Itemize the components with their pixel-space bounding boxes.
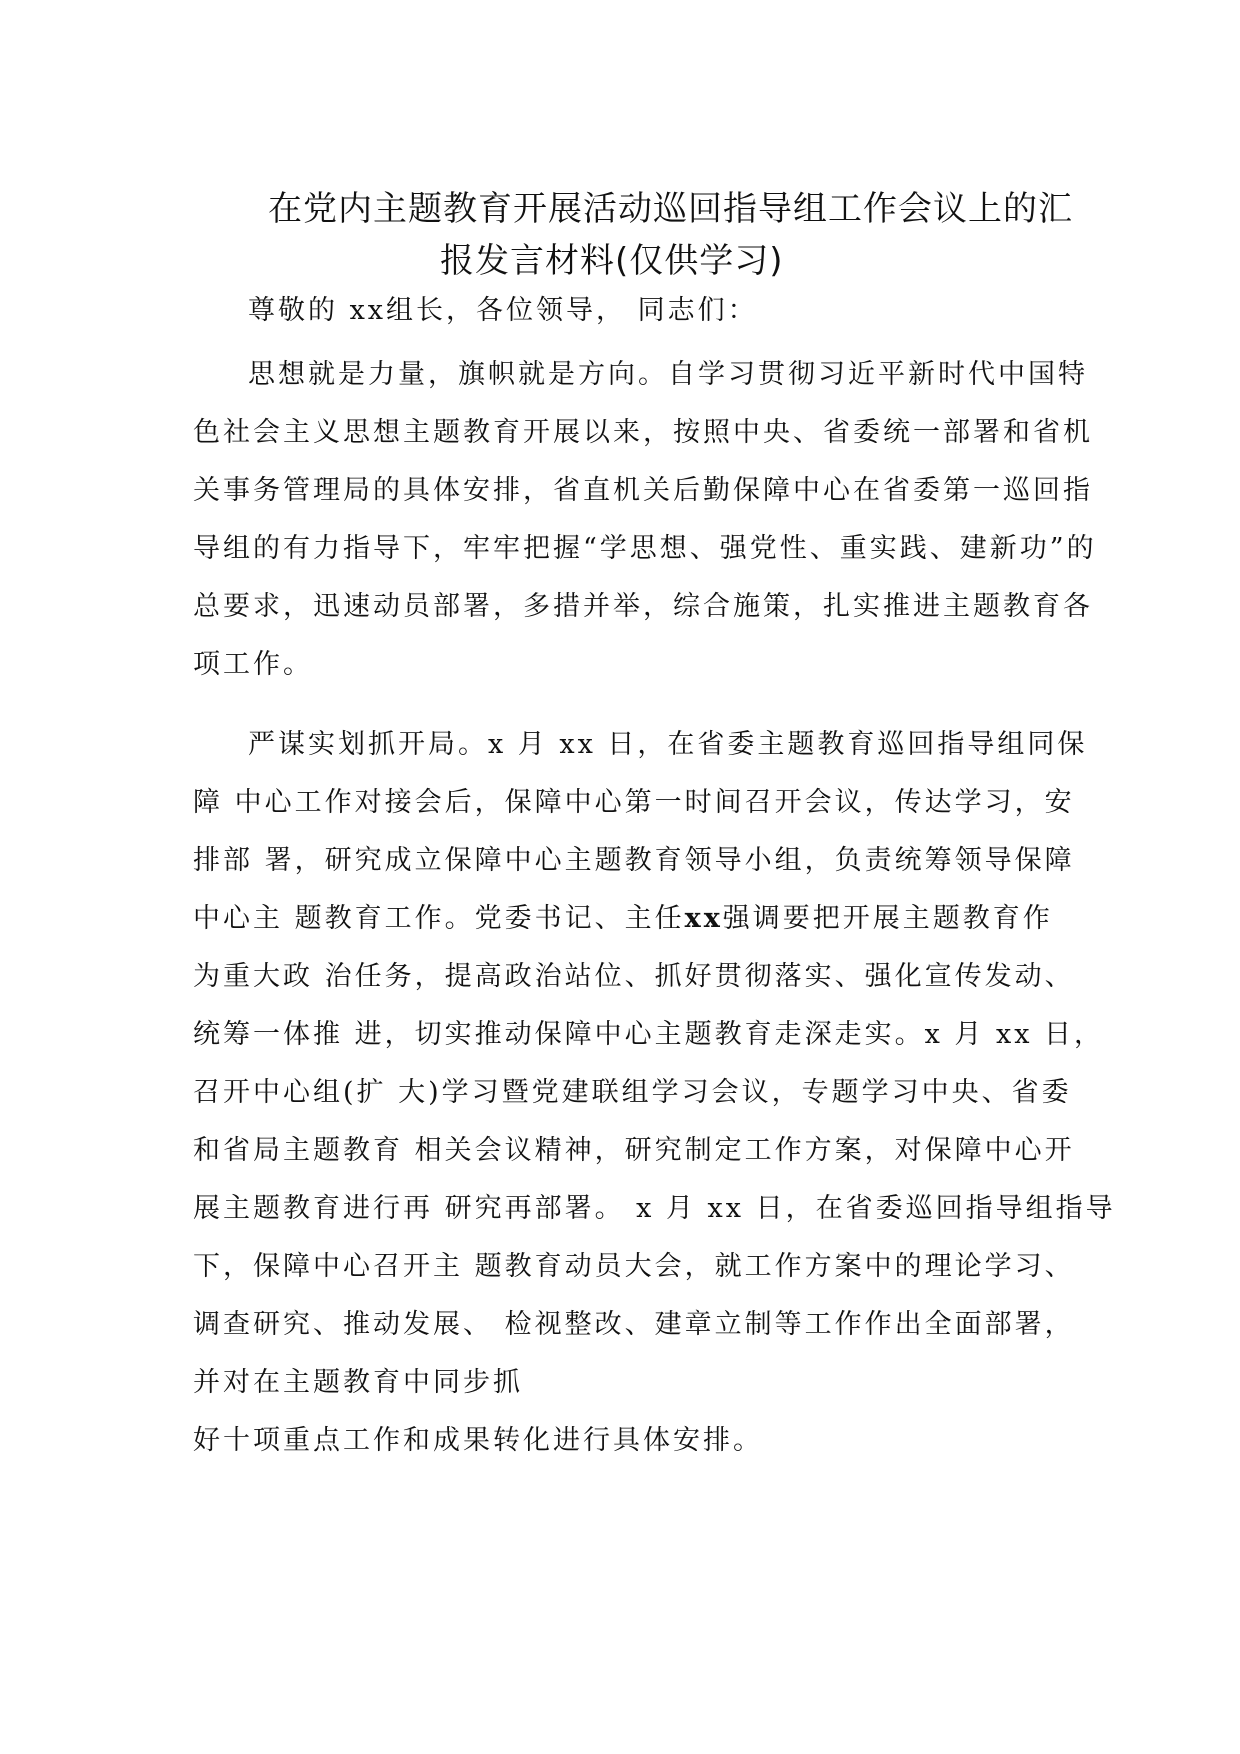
paragraph-line: 展主题教育进行再 研究再部署。 x 月 xx 日，在省委巡回指导组指导 <box>193 1193 1116 1224</box>
paragraph-line: 严谋实划抓开局。x 月 xx 日，在省委主题教育巡回指导组同保 <box>248 729 1088 760</box>
paragraph-line: 排部 署，研究成立保障中心主题教育领导小组，负责统筹领导保障 <box>193 845 1075 876</box>
document-title <box>0 183 1240 287</box>
paragraph-line-tail: 强调要把开展主题教育作 <box>722 903 1053 934</box>
paragraph-2 <box>193 716 1116 1470</box>
bold-placeholder: xx <box>684 903 723 934</box>
title-line-1: 在党内主题教育开展活动巡回指导组工作会议上的汇 <box>268 189 1073 229</box>
paragraph-line-mixed <box>193 890 1063 948</box>
paragraph-1 <box>193 346 1097 694</box>
paragraph-line: 调查研究、推动发展、 检视整改、建章立制等工作作出全面部署， <box>193 1309 1075 1340</box>
document-body <box>193 282 1116 1470</box>
paragraph-line: 召开中心组(扩 大)学习暨党建联组学习会议，专题学习中央、省委 <box>193 1077 1072 1108</box>
paragraph-line: 障 中心工作对接会后，保障中心第一时间召开会议，传达学习，安 <box>193 787 1075 818</box>
paragraph-line: 项工作。 <box>193 649 313 680</box>
title-line-2: 报发言材料(仅供学习) <box>440 241 784 281</box>
paragraph-line: 并对在主题教育中同步抓 <box>193 1367 523 1398</box>
paragraph-line: 思想就是力量，旗帜就是方向。自学习贯彻习近平新时代中国特 <box>248 359 1088 390</box>
paragraph-line: 导组的有力指导下，牢牢把握“学思想、强党性、重实践、建新功”的 <box>193 533 1097 564</box>
paragraph-line: 总要求，迅速动员部署，多措并举，综合施策，扎实推进主题教育各 <box>193 591 1093 622</box>
paragraph-line: 和省局主题教育 相关会议精神，研究制定工作方案，对保障中心开 <box>193 1135 1075 1166</box>
paragraph-line: 色社会主义思想主题教育开展以来，按照中央、省委统一部署和省机 <box>193 417 1093 448</box>
paragraph-line: 为重大政 治任务，提高政治站位、抓好贯彻落实、强化宣传发动、 <box>193 961 1075 992</box>
salutation: 尊敬的 xx组长，各位领导， 同志们： <box>248 295 758 326</box>
paragraph-line-head: 中心主 题教育工作。党委书记、主任 <box>193 903 685 934</box>
paragraph-line: 好十项重点工作和成果转化进行具体安排。 <box>193 1425 763 1456</box>
paragraph-line: 下，保障中心召开主 题教育动员大会，就工作方案中的理论学习、 <box>193 1251 1075 1282</box>
paragraph-line: 统筹一体推 进，切实推动保障中心主题教育走深走实。x 月 xx 日， <box>193 1019 1105 1050</box>
paragraph-line: 关事务管理局的具体安排，省直机关后勤保障中心在省委第一巡回指 <box>193 475 1093 506</box>
